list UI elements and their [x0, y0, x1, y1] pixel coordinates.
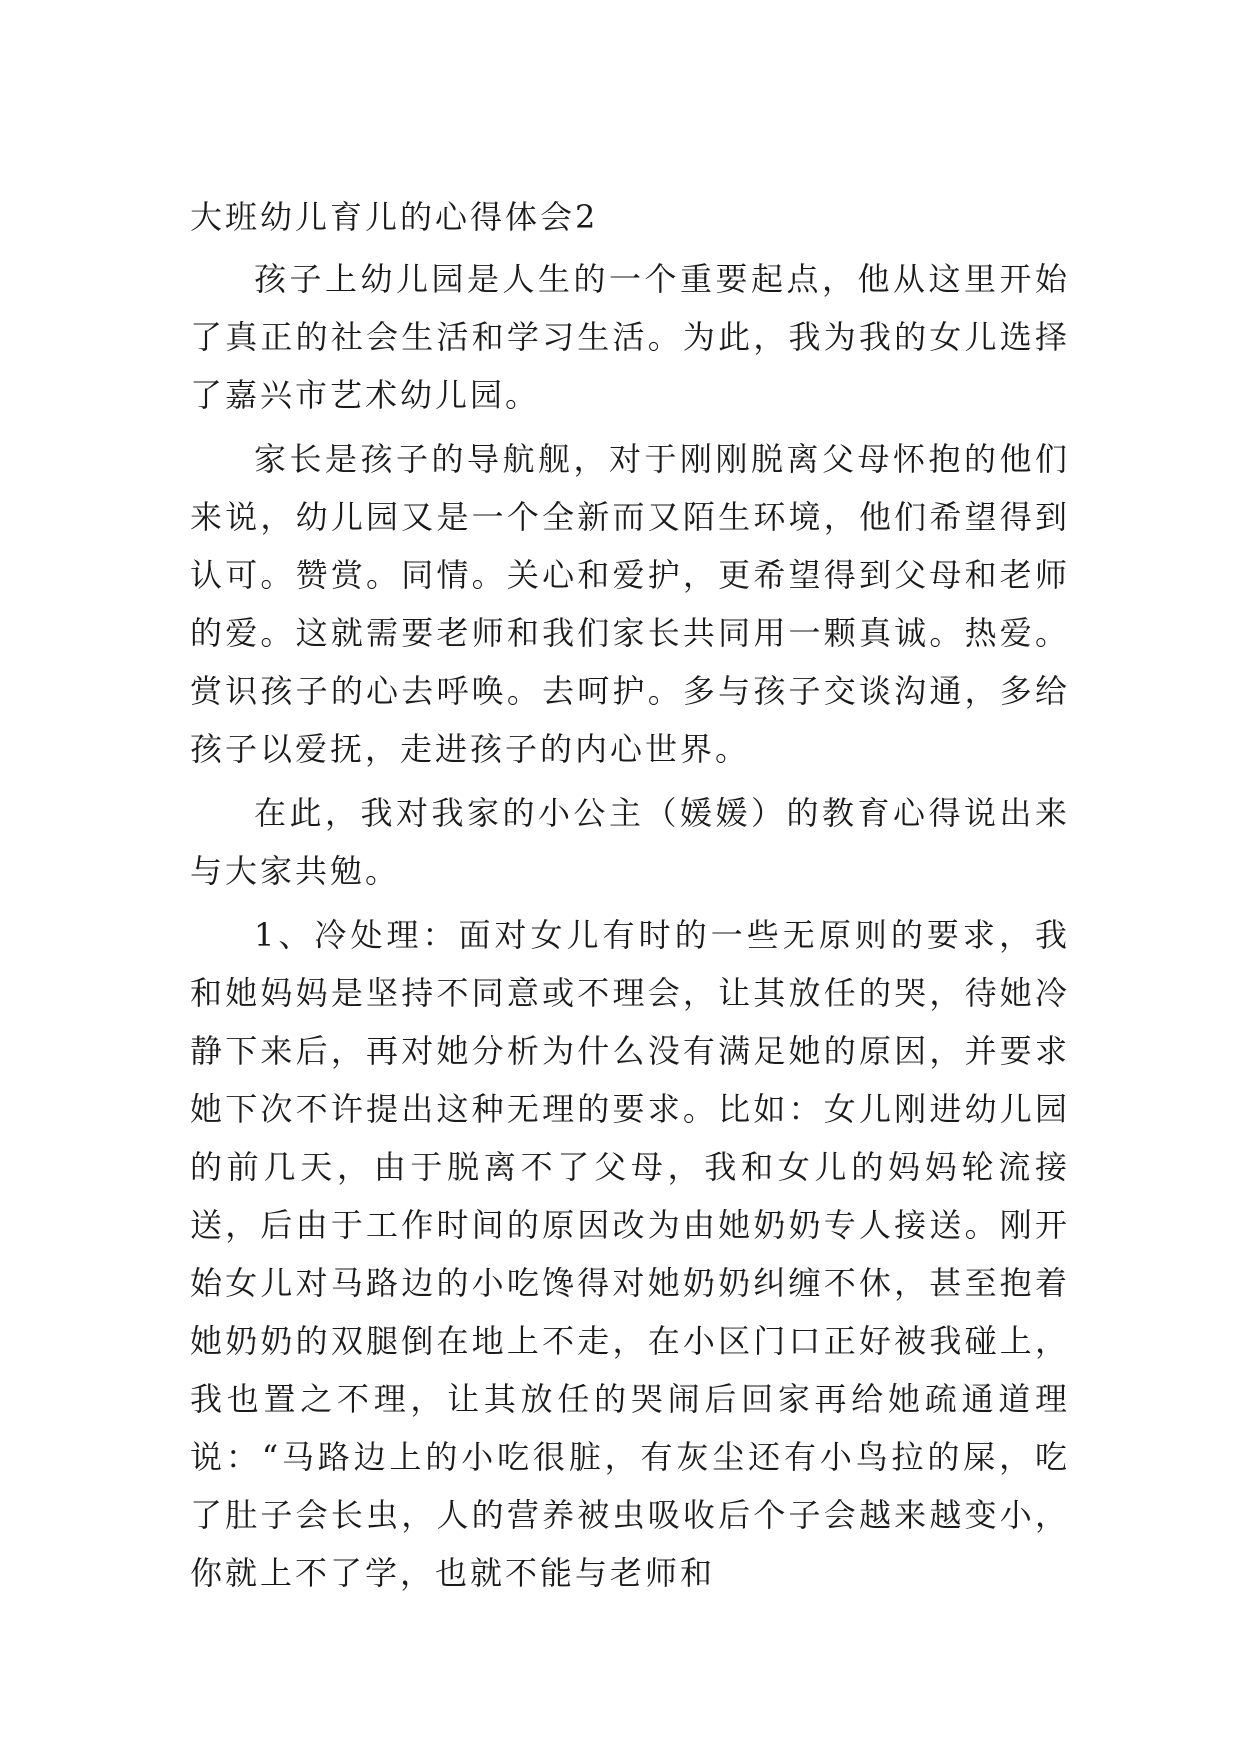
paragraph-4: 1、冷处理：面对女儿有时的一些无原则的要求，我和她妈妈是坚持不同意或不理会，让其放任的哭，待她冷静下来后，再对她分析为什么没有满足她的原因，并要求她下次不许提出这种无理的要求。比如：女儿刚进幼儿园的前几天，由于脱离不了父母，我和女儿的妈妈轮流接送，后由于工作时间的原因改为由她奶奶专人接送。刚开始女儿对马路边的小吃馋得对她奶奶纠缠不休，甚至抱着她奶奶的双腿倒在地上不走，在小区门口正好被我碰上，我也置之不理，让其放任的哭闹后回家再给她疏通道理说：“马路边上的小吃很脏，有灰尘还有小鸟拉的屎，吃了肚子会长虫，人的营养被虫吸收后个子会越来越变小，你就上不了学，也就不能与老师和 [190, 916, 1070, 1592]
paragraph-1: 孩子上幼儿园是人生的一个重要起点，他从这里开始了真正的社会生活和学习生活。为此，我为我的女儿选择了嘉兴市艺术幼儿园。 [190, 260, 1070, 414]
document-title: 大班幼儿育儿的心得体会2 [190, 198, 599, 236]
paragraph-2: 家长是孩子的导航舰，对于刚刚脱离父母怀抱的他们来说，幼儿园又是一个全新而又陌生环境，他们希望得到认可。赞赏。同情。关心和爱护，更希望得到父母和老师的爱。这就需要老师和我们家长共同用一颗真诚。热爱。赏识孩子的心去呼唤。去呵护。多与孩子交谈沟通，多给孩子以爱抚，走进孩子的内心世界。 [190, 440, 1070, 768]
document-body [190, 188, 1070, 1608]
paragraph-3: 在此，我对我家的小公主（媛媛）的教育心得说出来与大家共勉。 [190, 794, 1070, 890]
